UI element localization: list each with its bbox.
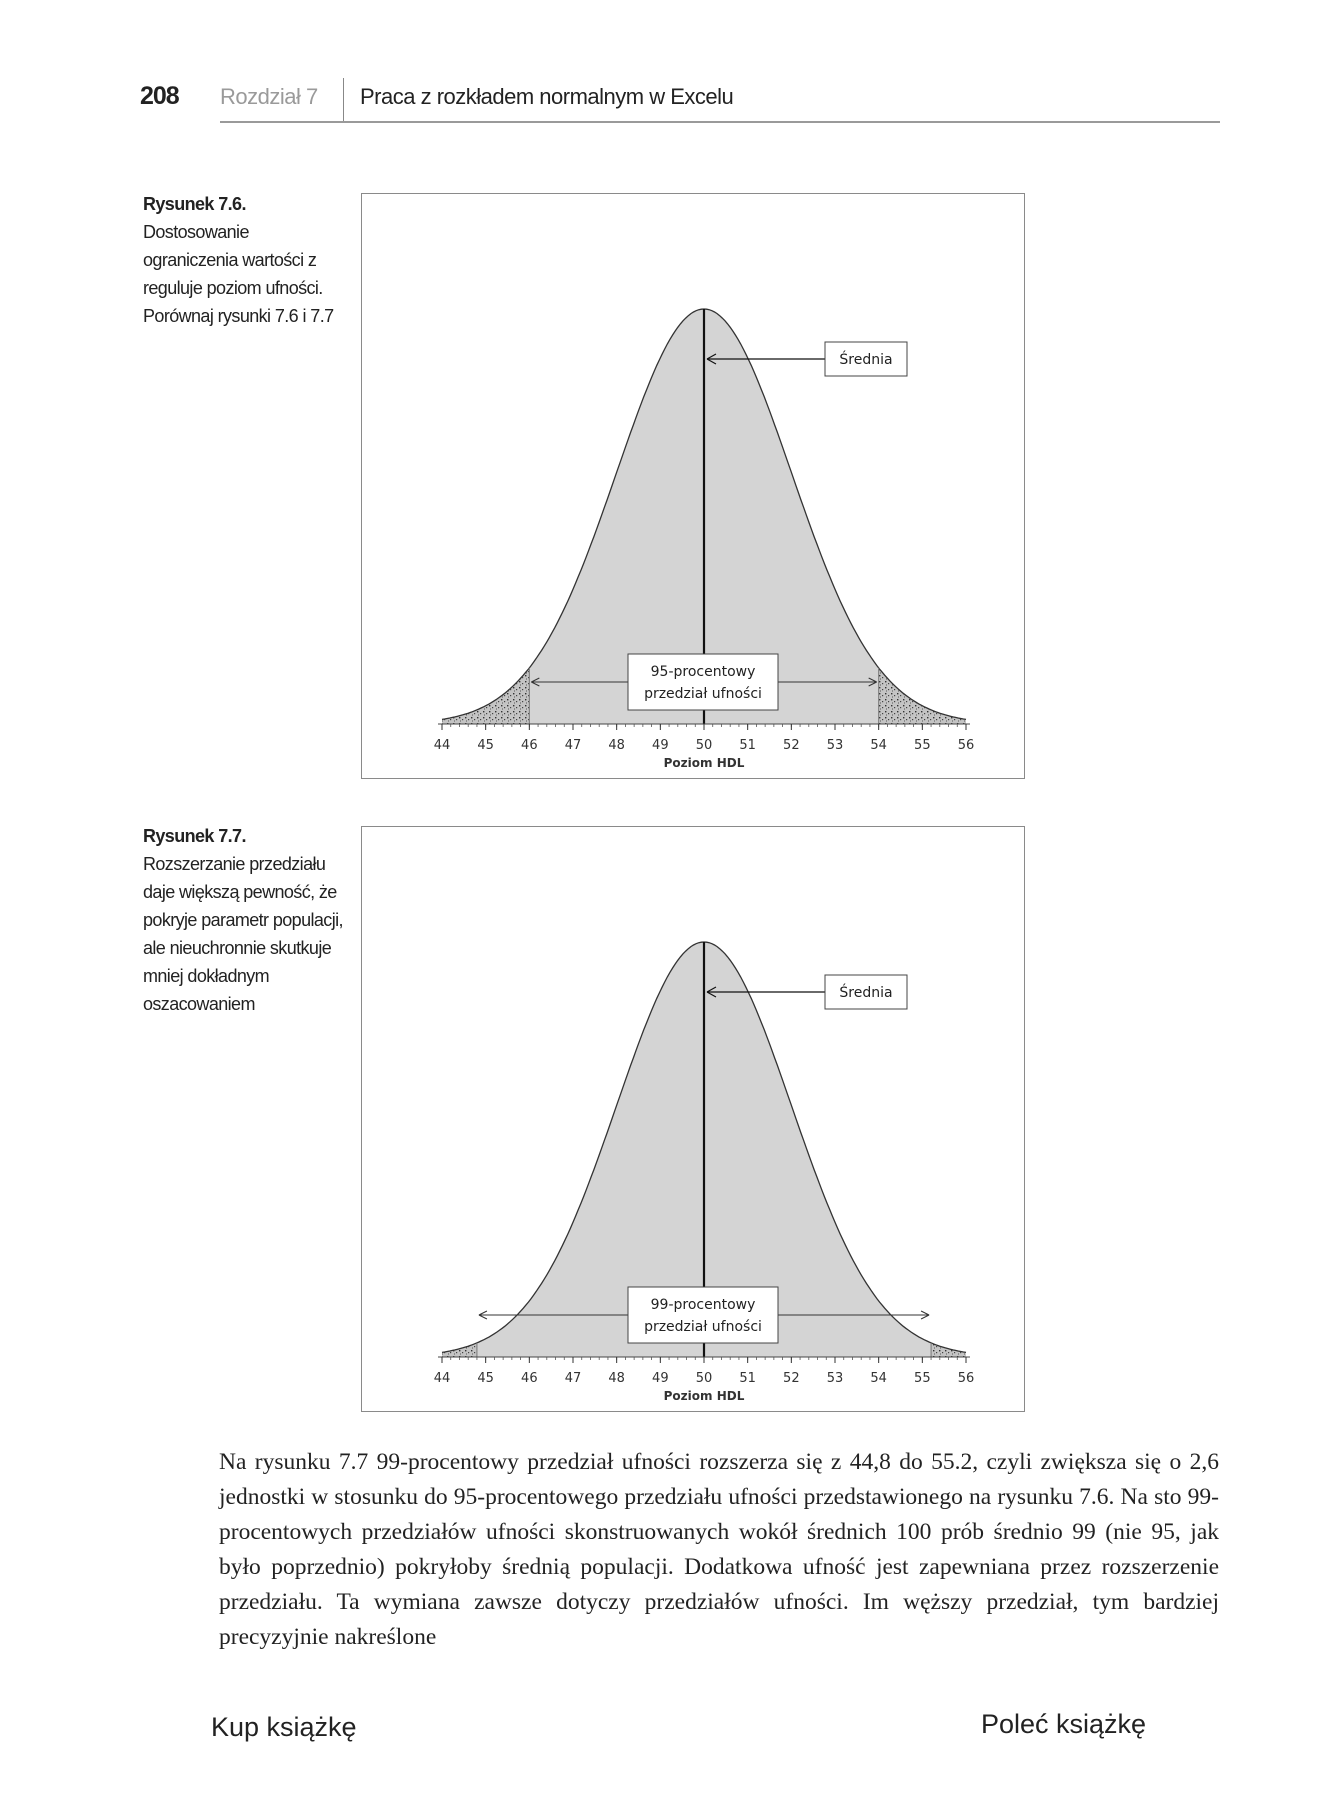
figure-7-7 <box>361 826 1025 1412</box>
interval-label-line: 99-procentowy <box>650 1297 756 1313</box>
axis-tick-label: 45 <box>477 1371 494 1386</box>
normal-distribution-chart <box>362 827 1024 1411</box>
axis-tick-label: 47 <box>564 738 582 753</box>
mean-label: Średnia <box>839 985 893 1001</box>
axis-tick-label: 46 <box>521 738 538 753</box>
caption-text: Dostosowanie ograniczenia wartości z reguluje poziom ufności. Porównaj rysunki 7.6 i 7.7 <box>143 222 334 326</box>
figure-7-6 <box>361 193 1025 779</box>
x-axis-label: Poziom HDL <box>663 1389 745 1403</box>
axis-tick-label: 56 <box>957 1371 975 1386</box>
buy-book-link[interactable]: Kup książkę <box>211 1712 357 1742</box>
figure-caption-7-7 <box>143 822 343 1018</box>
page-number: 208 <box>140 82 179 110</box>
body-paragraph: Na rysunku 7.7 99-procentowy przedział ufności rozszerza się z 44,8 do 55.2, czyli zwiększa się o 2,6 jednostki w stosunku do 95-procentowego przedziału ufności przedstawionego na rysunku 7.6. Na sto 99-procentowych przedziałów ufności skonstruowanych wokół średnich 100 prób średnio 99 (nie 95, jak było poprzednio) pokryłoby średnią populacji. Dodatkowa ufność jest zapewniana przez rozszerzenie przedziału. Ta wymiana zawsze dotyczy przedziałów ufności. Im węższy przedział, tym bardziej precyzyjnie nakreślone <box>219 1449 1219 1650</box>
interval-label-line: przedział ufności <box>644 686 762 702</box>
caption-title: Rysunek 7.6. <box>143 194 246 214</box>
axis-tick-label: 52 <box>783 1371 800 1386</box>
left-tail-area <box>442 668 529 724</box>
axis-tick-label: 49 <box>652 1371 669 1386</box>
axis-tick-label: 50 <box>695 1371 713 1386</box>
x-axis-label: Poziom HDL <box>663 756 745 770</box>
axis-tick-label: 51 <box>739 738 756 753</box>
axis-tick-label: 47 <box>564 1371 582 1386</box>
axis-tick-label: 46 <box>521 1371 538 1386</box>
header-rule <box>220 121 1220 123</box>
header-title: Praca z rozkładem normalnym w Excelu <box>360 84 734 109</box>
axis-tick-label: 51 <box>739 1371 756 1386</box>
axis-tick-label: 52 <box>783 738 800 753</box>
axis-tick-label: 54 <box>870 1371 887 1386</box>
axis-tick-label: 55 <box>914 1371 931 1386</box>
axis-tick-label: 54 <box>870 738 887 753</box>
axis-tick-label: 53 <box>826 1371 844 1386</box>
axis-tick-label: 48 <box>608 1371 625 1386</box>
axis-tick-label: 55 <box>914 738 931 753</box>
axis-tick-label: 48 <box>608 738 625 753</box>
chapter-label: Rozdział 7 <box>220 84 318 109</box>
running-header <box>140 78 1220 124</box>
recommend-book-link[interactable]: Poleć książkę <box>981 1709 1147 1739</box>
figure-caption-7-6 <box>143 190 343 330</box>
axis-tick-label: 45 <box>477 738 494 753</box>
header-separator <box>343 78 344 121</box>
right-tail-area <box>879 668 966 724</box>
mean-label: Średnia <box>839 352 893 368</box>
axis-tick-label: 53 <box>826 738 844 753</box>
normal-distribution-chart <box>362 194 1024 778</box>
axis-tick-label: 50 <box>695 738 713 753</box>
caption-title: Rysunek 7.7. <box>143 826 246 846</box>
axis-tick-label: 49 <box>652 738 669 753</box>
axis-tick-label: 44 <box>433 1371 451 1386</box>
caption-text: Rozszerzanie przedziału daje większą pewność, że pokryje parametr populacji, ale nieuchronnie skutkuje mniej dokładnym oszacowaniem <box>143 854 343 1014</box>
interval-label-line: 95-procentowy <box>650 664 756 680</box>
interval-label-line: przedział ufności <box>644 1319 762 1335</box>
axis-tick-label: 56 <box>957 738 975 753</box>
axis-tick-label: 44 <box>433 738 451 753</box>
